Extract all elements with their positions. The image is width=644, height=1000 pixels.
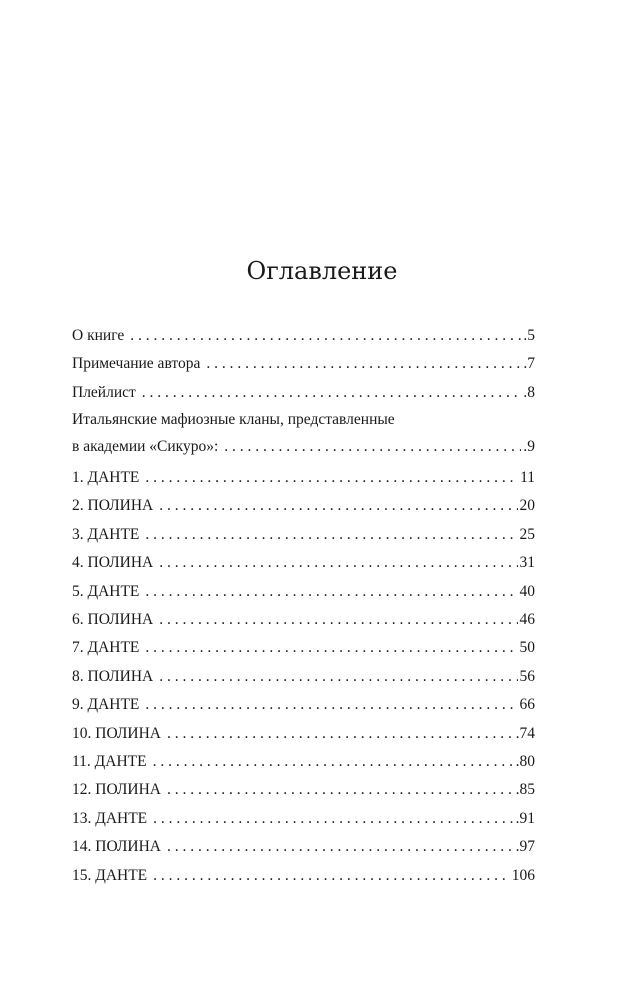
toc-dot-leader — [153, 549, 517, 577]
toc-entry-page: 11 — [520, 469, 535, 487]
toc-entry-page: .91 — [515, 809, 535, 827]
toc-dot-leader — [139, 634, 517, 662]
toc-entry-page: 20 — [519, 497, 535, 515]
toc-dot-leader — [161, 720, 514, 748]
toc-dot-leader — [200, 350, 521, 378]
toc-entry[interactable] — [72, 549, 535, 577]
toc-entry[interactable] — [72, 322, 535, 350]
toc-dot-leader — [147, 862, 510, 890]
toc-entry-label: 15. ДАНТЕ — [72, 866, 148, 884]
toc-entry-label: 1. ДАНТЕ — [72, 469, 140, 487]
toc-entry-page: .8 — [523, 383, 535, 401]
toc-entry-label: 6. ПОЛИНА — [72, 611, 154, 629]
toc-dot-leader — [139, 521, 517, 549]
toc-entry-label: 12. ПОЛИНА — [72, 781, 161, 799]
toc-entry[interactable] — [72, 805, 535, 833]
table-of-contents — [72, 322, 535, 890]
toc-entry[interactable] — [72, 350, 535, 378]
toc-entry[interactable] — [72, 776, 535, 804]
toc-entry-label: 8. ПОЛИНА — [72, 667, 154, 685]
toc-entry-page: .5 — [523, 327, 535, 344]
toc-entry-page: 66 — [519, 696, 535, 714]
toc-dot-leader — [124, 322, 521, 350]
toc-entry[interactable] — [72, 691, 535, 719]
toc-entry-label: 13. ДАНТЕ — [72, 809, 148, 827]
toc-entry-page: 50 — [519, 639, 535, 657]
page-title: Оглавление — [246, 257, 398, 285]
toc-entry[interactable] — [72, 521, 535, 549]
toc-dot-leader — [139, 691, 517, 719]
toc-dot-leader — [153, 492, 517, 520]
toc-entry-label: Плейлист — [72, 383, 136, 401]
toc-entry[interactable] — [72, 862, 535, 890]
toc-entry-first-line[interactable] — [72, 407, 535, 433]
toc-dot-leader — [147, 805, 513, 833]
toc-entry-page: .7 — [523, 355, 535, 373]
toc-dot-leader — [136, 379, 522, 407]
toc-entry[interactable] — [72, 578, 535, 606]
toc-entry-page: .74 — [515, 724, 535, 742]
toc-entry-label: 14. ПОЛИНА — [72, 838, 161, 856]
toc-entry[interactable] — [72, 492, 535, 520]
toc-dot-leader — [147, 748, 514, 776]
toc-entry-label: 10. ПОЛИНА — [72, 724, 161, 742]
toc-dot-leader — [218, 433, 521, 461]
toc-entry-label: 2. ПОЛИНА — [72, 497, 154, 515]
toc-entry-label-line1: Итальянские мафиозные кланы, представленные — [72, 411, 395, 429]
toc-entry-label: 3. ДАНТЕ — [72, 525, 140, 543]
toc-entry-page: .9 — [523, 438, 535, 456]
toc-entry-label: 5. ДАНТЕ — [72, 582, 140, 600]
toc-dot-leader — [153, 606, 517, 634]
toc-entry-label: Примечание автора — [72, 355, 201, 373]
toc-entry-page: .85 — [515, 781, 535, 799]
toc-entry-page: 25 — [519, 525, 535, 543]
toc-entry[interactable] — [72, 720, 535, 748]
toc-dot-leader — [139, 464, 518, 492]
toc-entry-page: 106 — [511, 866, 535, 884]
toc-entry-page: 40 — [519, 582, 535, 600]
toc-entry[interactable] — [72, 379, 535, 407]
toc-entry-label: 9. ДАНТЕ — [72, 696, 140, 714]
toc-entry[interactable] — [72, 606, 535, 634]
toc-entry-label: в академии «Сикуро»: — [72, 438, 219, 456]
toc-dot-leader — [161, 833, 514, 861]
toc-entry-label: 11. ДАНТЕ — [72, 752, 147, 770]
toc-entry-page: 46 — [519, 611, 535, 629]
toc-entry[interactable] — [72, 634, 535, 662]
toc-entry-label: 4. ПОЛИНА — [72, 554, 154, 572]
toc-entry[interactable] — [72, 433, 535, 461]
toc-entry-page: .80 — [515, 752, 535, 770]
toc-dot-leader — [139, 578, 517, 606]
toc-entry-page: 31 — [519, 554, 535, 572]
toc-dot-leader — [153, 663, 517, 691]
toc-entry[interactable] — [72, 464, 535, 492]
toc-entry[interactable] — [72, 833, 535, 861]
toc-entry-page: .97 — [515, 838, 535, 856]
toc-entry[interactable] — [72, 748, 535, 776]
toc-dot-leader — [161, 776, 514, 804]
toc-entry[interactable] — [72, 663, 535, 691]
toc-entry-label: О книге — [72, 327, 125, 344]
toc-entry-label: 7. ДАНТЕ — [72, 639, 140, 657]
toc-entry-page: 56 — [519, 667, 535, 685]
